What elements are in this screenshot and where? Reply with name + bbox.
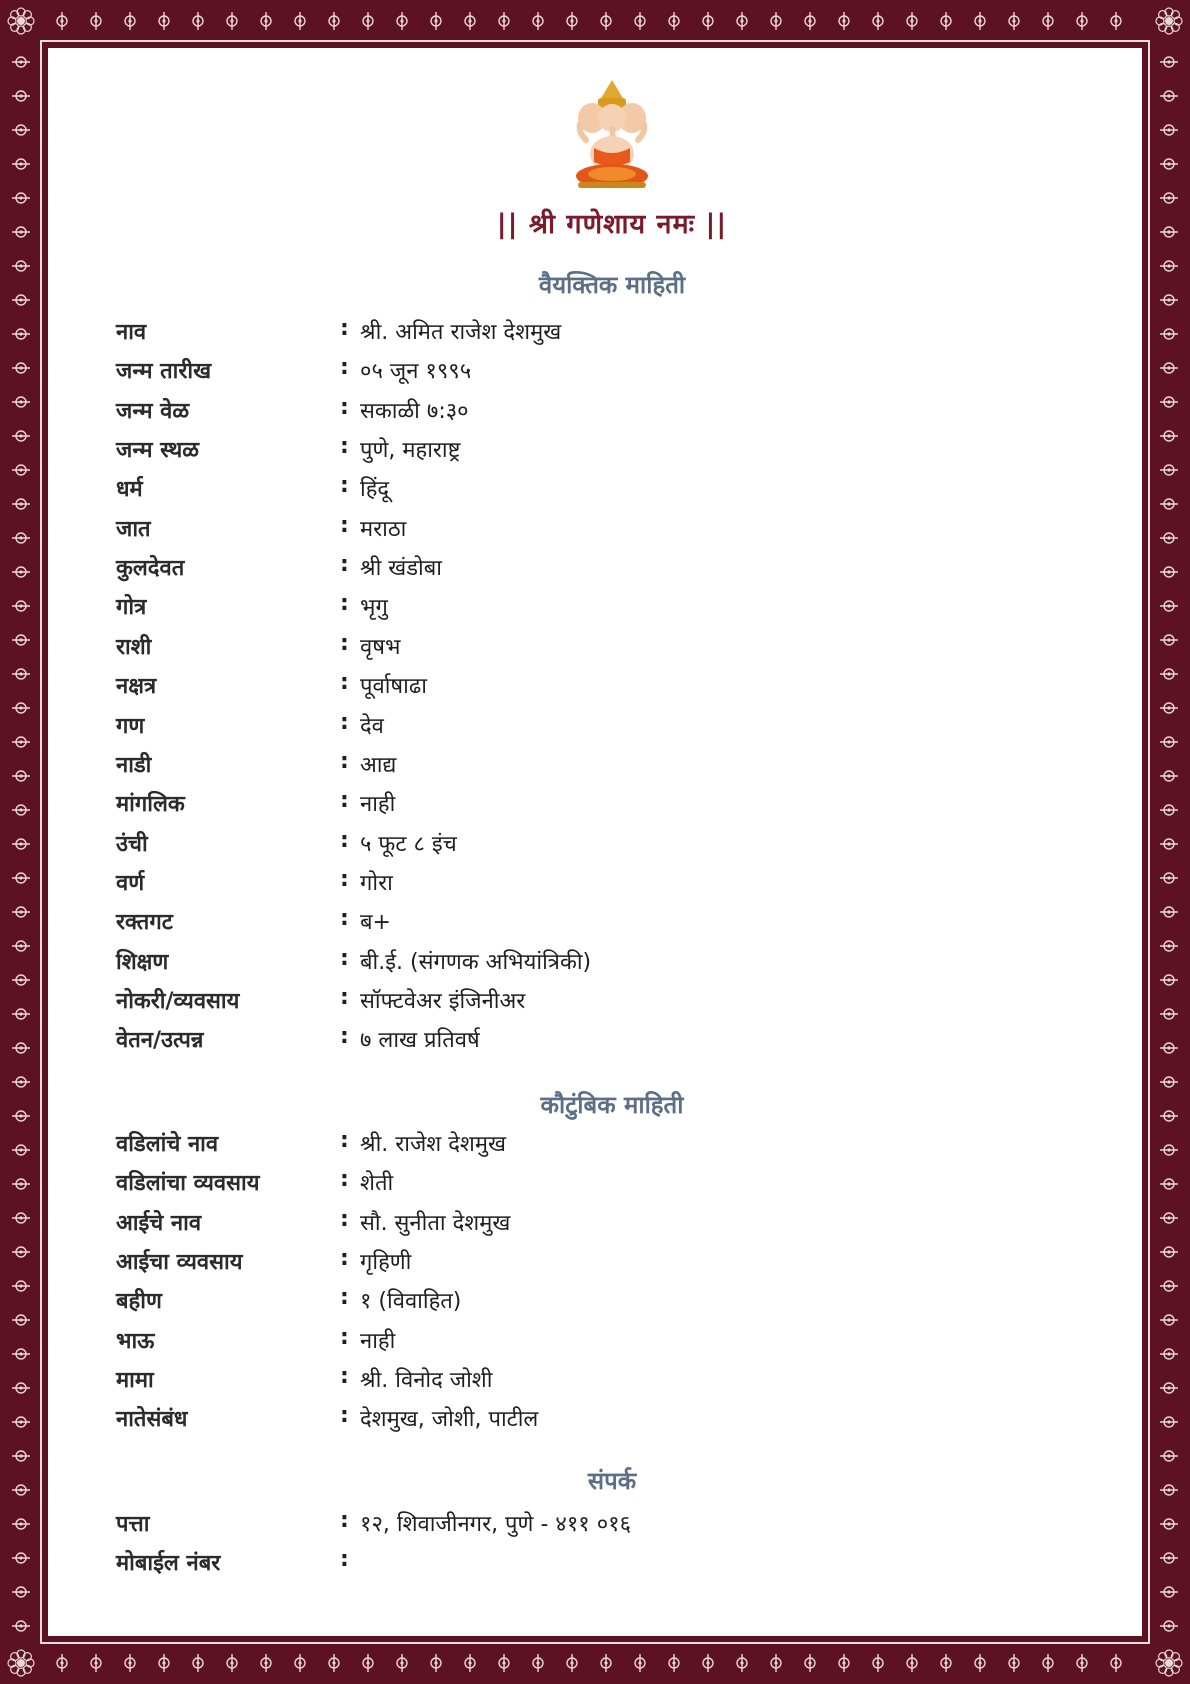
flower-motif-icon: [737, 12, 747, 30]
field-separator: :: [340, 316, 349, 341]
flower-motif-icon: [839, 1654, 849, 1672]
flower-motif-icon: [12, 329, 30, 339]
flower-motif-icon: [1160, 125, 1178, 135]
flower-motif-icon: [703, 1654, 713, 1672]
flower-motif-icon: [1160, 431, 1178, 441]
flower-motif-icon: [907, 1654, 917, 1672]
field-value: शेती: [360, 1171, 394, 1196]
info-row: [116, 710, 1116, 744]
flower-motif-icon: [669, 1654, 679, 1672]
field-separator: :: [340, 749, 349, 774]
field-separator: :: [340, 1285, 349, 1310]
flower-motif-icon: [805, 1654, 815, 1672]
flower-motif-icon: [12, 1281, 30, 1291]
field-value: मराठा: [360, 517, 407, 542]
flower-motif-icon: [601, 1654, 611, 1672]
field-label: कुलदेवत: [116, 556, 185, 581]
section-title-personal: वैयक्तिक माहिती: [538, 271, 686, 299]
field-separator: :: [340, 1128, 349, 1153]
flower-motif-icon: [12, 1179, 30, 1189]
field-separator: :: [340, 1547, 349, 1572]
flower-motif-icon: [1160, 397, 1178, 407]
flower-motif-icon: [1160, 771, 1178, 781]
flower-motif-icon: [1043, 12, 1053, 30]
flower-motif-icon: [12, 737, 30, 747]
flower-motif-icon: [1160, 193, 1178, 203]
field-label: जन्म स्थळ: [116, 438, 200, 463]
info-row: [116, 749, 1116, 783]
flower-motif-icon: [12, 1213, 30, 1223]
flower-motif-icon: [12, 533, 30, 543]
flower-motif-icon: [1160, 1349, 1178, 1359]
flower-motif-icon: [1160, 907, 1178, 917]
flower-motif-icon: [12, 1349, 30, 1359]
info-row: [116, 355, 1116, 389]
flower-motif-icon: [907, 12, 917, 30]
flower-motif-icon: [227, 12, 237, 30]
flower-motif-icon: [975, 1654, 985, 1672]
field-label: आईचे नाव: [116, 1211, 202, 1236]
flower-motif-icon: [12, 805, 30, 815]
field-label: जात: [116, 517, 151, 542]
flower-motif-icon: [1160, 363, 1178, 373]
field-value: ५ फूट ८ इंच: [360, 832, 457, 857]
info-row: [116, 906, 1116, 940]
border-top: [40, 4, 1150, 38]
flower-motif-icon: [1160, 159, 1178, 169]
field-value: श्री. अमित राजेश देशमुख: [360, 320, 562, 345]
flower-motif-icon: [12, 1077, 30, 1087]
flower-motif-icon: [431, 1654, 441, 1672]
flower-motif-icon: [12, 1009, 30, 1019]
field-value: बी.ई. (संगणक अभियांत्रिकी): [360, 950, 592, 975]
flower-motif-icon: [635, 1654, 645, 1672]
flower-motif-icon: [12, 1043, 30, 1053]
flower-motif-icon: [1160, 1315, 1178, 1325]
ganesh-icon: [564, 78, 660, 190]
flower-motif-icon: [12, 1621, 30, 1631]
flower-motif-icon: [1009, 1654, 1019, 1672]
info-row: [116, 473, 1116, 507]
flower-motif-icon: [873, 12, 883, 30]
field-label: वडिलांचे नाव: [116, 1132, 219, 1157]
flower-motif-icon: [1160, 1043, 1178, 1053]
field-value: गृहिणी: [360, 1250, 412, 1275]
flower-motif-icon: [805, 12, 815, 30]
field-separator: :: [340, 1325, 349, 1350]
flower-motif-icon: [1160, 499, 1178, 509]
field-separator: :: [340, 473, 349, 498]
flower-motif-icon: [12, 601, 30, 611]
field-label: वडिलांचा व्यवसाय: [116, 1171, 260, 1196]
field-label: पत्ता: [116, 1512, 150, 1537]
flower-motif-icon: [12, 465, 30, 475]
flower-motif-icon: [12, 57, 30, 67]
flower-motif-icon: [397, 1654, 407, 1672]
field-value: श्री. विनोद जोशी: [360, 1368, 493, 1393]
field-label: गोत्र: [116, 595, 147, 620]
field-separator: :: [340, 1508, 349, 1533]
flower-motif-icon: [12, 941, 30, 951]
flower-motif-icon: [1077, 12, 1087, 30]
field-separator: :: [340, 1403, 349, 1428]
info-row: [116, 1024, 1116, 1058]
field-label: रक्तगट: [116, 910, 173, 935]
field-value: सकाळी ७:३०: [360, 399, 469, 424]
flower-motif-icon: [1160, 1077, 1178, 1087]
field-separator: :: [340, 985, 349, 1010]
field-value: देशमुख, जोशी, पाटील: [360, 1407, 539, 1432]
info-row: [116, 316, 1116, 350]
corner-rosette-icon: [4, 4, 38, 38]
flower-motif-icon: [1111, 12, 1121, 30]
info-row: [116, 1128, 1116, 1162]
info-row: [116, 1167, 1116, 1201]
info-row: [116, 1207, 1116, 1241]
flower-motif-icon: [1160, 1281, 1178, 1291]
flower-motif-icon: [329, 12, 339, 30]
field-separator: :: [340, 867, 349, 892]
flower-motif-icon: [1043, 1654, 1053, 1672]
flower-motif-icon: [193, 1654, 203, 1672]
flower-motif-icon: [1160, 465, 1178, 475]
flower-motif-icon: [363, 1654, 373, 1672]
flower-motif-icon: [941, 1654, 951, 1672]
flower-motif-icon: [1160, 703, 1178, 713]
flower-motif-icon: [12, 1315, 30, 1325]
flower-motif-icon: [12, 499, 30, 509]
flower-motif-icon: [635, 12, 645, 30]
field-value: ०५ जून १९९५: [360, 359, 472, 384]
field-value: पूर्वाषाढा: [360, 674, 427, 699]
flower-motif-icon: [1160, 601, 1178, 611]
flower-motif-icon: [12, 975, 30, 985]
flower-motif-icon: [397, 12, 407, 30]
border-bottom: [40, 1646, 1150, 1680]
field-separator: :: [340, 434, 349, 459]
flower-motif-icon: [703, 12, 713, 30]
info-row: [116, 591, 1116, 625]
field-label: नाडी: [116, 753, 152, 778]
flower-motif-icon: [91, 12, 101, 30]
field-separator: :: [340, 355, 349, 380]
flower-motif-icon: [465, 1654, 475, 1672]
info-row: [116, 1547, 1116, 1581]
field-separator: :: [340, 631, 349, 656]
invocation-heading: || श्री गणेशाय नमः ||: [496, 209, 728, 240]
flower-motif-icon: [1160, 1587, 1178, 1597]
flower-motif-icon: [12, 1553, 30, 1563]
info-row: [116, 1325, 1116, 1359]
flower-motif-icon: [1160, 329, 1178, 339]
flower-motif-icon: [1160, 975, 1178, 985]
info-row: [116, 946, 1116, 980]
flower-motif-icon: [1077, 1654, 1087, 1672]
flower-motif-icon: [1160, 941, 1178, 951]
field-value: सौ. सुनीता देशमुख: [360, 1211, 511, 1236]
flower-motif-icon: [12, 1247, 30, 1257]
flower-motif-icon: [1111, 1654, 1121, 1672]
field-value: १२, शिवाजीनगर, पुणे - ४११ ०१६: [360, 1512, 632, 1537]
field-value: सॉफ्टवेअर इंजिनीअर: [360, 989, 526, 1014]
flower-motif-icon: [12, 431, 30, 441]
flower-motif-icon: [12, 91, 30, 101]
flower-motif-icon: [1160, 1383, 1178, 1393]
flower-motif-icon: [363, 12, 373, 30]
info-row: [116, 670, 1116, 704]
field-label: मोबाईल नंबर: [116, 1551, 221, 1576]
flower-motif-icon: [1160, 1553, 1178, 1563]
flower-motif-icon: [941, 12, 951, 30]
flower-motif-icon: [669, 12, 679, 30]
flower-motif-icon: [1160, 1145, 1178, 1155]
flower-motif-icon: [1160, 1009, 1178, 1019]
flower-motif-icon: [771, 12, 781, 30]
flower-motif-icon: [12, 873, 30, 883]
field-value: भृगु: [360, 595, 388, 620]
flower-motif-icon: [1160, 737, 1178, 747]
field-value: ब+: [360, 910, 391, 935]
info-row: [116, 1364, 1116, 1398]
flower-motif-icon: [1160, 805, 1178, 815]
field-separator: :: [340, 906, 349, 931]
field-value: १ (विवाहित): [360, 1289, 462, 1314]
field-separator: :: [340, 710, 349, 735]
field-separator: :: [340, 1024, 349, 1049]
flower-motif-icon: [12, 125, 30, 135]
field-label: जन्म वेळ: [116, 399, 190, 424]
flower-motif-icon: [12, 193, 30, 203]
flower-motif-icon: [1160, 567, 1178, 577]
flower-motif-icon: [1160, 1451, 1178, 1461]
flower-motif-icon: [1160, 57, 1178, 67]
flower-motif-icon: [499, 12, 509, 30]
field-separator: :: [340, 1167, 349, 1192]
flower-motif-icon: [57, 1654, 67, 1672]
flower-motif-icon: [1160, 873, 1178, 883]
field-label: मामा: [116, 1368, 154, 1393]
field-separator: :: [340, 788, 349, 813]
flower-motif-icon: [771, 1654, 781, 1672]
field-label: नक्षत्र: [116, 674, 157, 699]
info-row: [116, 631, 1116, 665]
field-value: नाही: [360, 792, 396, 817]
flower-motif-icon: [12, 1519, 30, 1529]
flower-motif-icon: [125, 12, 135, 30]
flower-motif-icon: [1160, 1247, 1178, 1257]
field-separator: :: [340, 828, 349, 853]
flower-motif-icon: [12, 771, 30, 781]
flower-motif-icon: [12, 159, 30, 169]
field-value: हिंदू: [360, 477, 390, 502]
flower-motif-icon: [12, 1451, 30, 1461]
flower-motif-icon: [295, 12, 305, 30]
info-row: [116, 985, 1116, 1019]
field-separator: :: [340, 552, 349, 577]
flower-motif-icon: [57, 12, 67, 30]
field-separator: :: [340, 1364, 349, 1389]
flower-motif-icon: [329, 1654, 339, 1672]
field-label: नोकरी/व्यवसाय: [116, 989, 240, 1014]
flower-motif-icon: [12, 1145, 30, 1155]
field-value: नाही: [360, 1329, 396, 1354]
flower-motif-icon: [12, 703, 30, 713]
field-label: आईचा व्यवसाय: [116, 1250, 243, 1275]
field-label: मांगलिक: [116, 792, 185, 817]
flower-motif-icon: [12, 1383, 30, 1393]
flower-motif-icon: [1160, 1417, 1178, 1427]
field-label: बहीण: [116, 1289, 162, 1314]
flower-motif-icon: [1009, 12, 1019, 30]
field-label: गण: [116, 714, 145, 739]
info-row: [116, 867, 1116, 901]
info-row: [116, 828, 1116, 862]
field-value: देव: [360, 714, 384, 739]
flower-motif-icon: [159, 12, 169, 30]
field-value: श्री खंडोबा: [360, 556, 442, 581]
flower-motif-icon: [125, 1654, 135, 1672]
flower-motif-icon: [431, 12, 441, 30]
flower-motif-icon: [12, 839, 30, 849]
corner-rosette-icon: [4, 1646, 38, 1680]
flower-motif-icon: [1160, 1179, 1178, 1189]
field-label: उंची: [116, 832, 148, 857]
flower-motif-icon: [1160, 1621, 1178, 1631]
field-value: पुणे, महाराष्ट्र: [360, 438, 461, 463]
flower-motif-icon: [261, 12, 271, 30]
field-label: नाव: [116, 320, 147, 345]
info-row: [116, 513, 1116, 547]
flower-motif-icon: [261, 1654, 271, 1672]
flower-motif-icon: [1160, 1519, 1178, 1529]
field-value: श्री. राजेश देशमुख: [360, 1132, 507, 1157]
flower-motif-icon: [159, 1654, 169, 1672]
field-separator: :: [340, 1246, 349, 1271]
flower-motif-icon: [193, 12, 203, 30]
flower-motif-icon: [12, 907, 30, 917]
info-row: [116, 1508, 1116, 1542]
flower-motif-icon: [1160, 839, 1178, 849]
flower-motif-icon: [737, 1654, 747, 1672]
field-separator: :: [340, 591, 349, 616]
field-label: वर्ण: [116, 871, 145, 896]
info-row: [116, 1285, 1116, 1319]
field-separator: :: [340, 513, 349, 538]
field-separator: :: [340, 395, 349, 420]
flower-motif-icon: [12, 363, 30, 373]
section-title-contact: संपर्क: [587, 1467, 637, 1495]
flower-motif-icon: [499, 1654, 509, 1672]
field-label: धर्म: [116, 477, 143, 502]
corner-rosette-icon: [1152, 1646, 1186, 1680]
flower-motif-icon: [975, 12, 985, 30]
info-row: [116, 1403, 1116, 1437]
flower-motif-icon: [12, 1587, 30, 1597]
flower-motif-icon: [1160, 635, 1178, 645]
field-value: ७ लाख प्रतिवर्ष: [360, 1028, 480, 1053]
flower-motif-icon: [91, 1654, 101, 1672]
info-row: [116, 552, 1116, 586]
flower-motif-icon: [295, 1654, 305, 1672]
field-label: वेतन/उत्पन्न: [116, 1028, 204, 1053]
flower-motif-icon: [12, 567, 30, 577]
field-label: नातेसंबंध: [116, 1407, 188, 1432]
flower-motif-icon: [1160, 91, 1178, 101]
field-label: भाऊ: [116, 1329, 155, 1354]
info-row: [116, 434, 1116, 468]
flower-motif-icon: [12, 1417, 30, 1427]
flower-motif-icon: [1160, 1213, 1178, 1223]
flower-motif-icon: [12, 669, 30, 679]
flower-motif-icon: [12, 397, 30, 407]
field-separator: :: [340, 1207, 349, 1232]
field-separator: :: [340, 946, 349, 971]
flower-motif-icon: [873, 1654, 883, 1672]
field-value: आद्य: [360, 753, 397, 778]
flower-motif-icon: [567, 1654, 577, 1672]
field-value: वृषभ: [360, 635, 401, 660]
corner-rosette-icon: [1152, 4, 1186, 38]
flower-motif-icon: [227, 1654, 237, 1672]
flower-motif-icon: [533, 1654, 543, 1672]
flower-motif-icon: [839, 12, 849, 30]
info-row: [116, 1246, 1116, 1280]
flower-motif-icon: [1160, 669, 1178, 679]
flower-motif-icon: [465, 12, 475, 30]
field-label: जन्म तारीख: [116, 359, 212, 384]
field-label: राशी: [116, 635, 152, 660]
flower-motif-icon: [567, 12, 577, 30]
flower-motif-icon: [12, 635, 30, 645]
field-separator: :: [340, 670, 349, 695]
field-value: गोरा: [360, 871, 393, 896]
flower-motif-icon: [601, 12, 611, 30]
flower-motif-icon: [1160, 533, 1178, 543]
section-title-family: कौटुंबिक माहिती: [540, 1091, 684, 1119]
info-row: [116, 788, 1116, 822]
info-row: [116, 395, 1116, 429]
field-label: शिक्षण: [116, 950, 169, 975]
flower-motif-icon: [533, 12, 543, 30]
